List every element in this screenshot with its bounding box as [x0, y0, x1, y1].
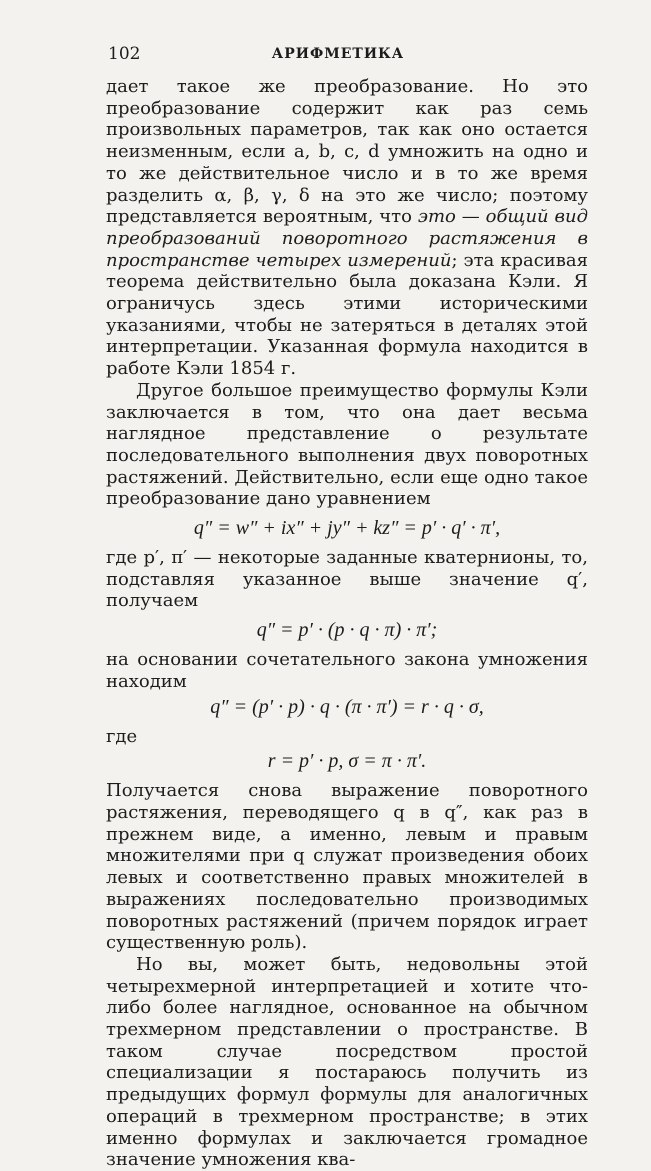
paragraph-3: где p′, π′ — некоторые заданные кватернионы, то, подставляя указанное выше значение q′, получаем — [106, 547, 588, 612]
equation-4: r = p′ · p, σ = π · π′. — [267, 750, 427, 773]
paragraph-1 — [106, 76, 588, 380]
paragraph-7: Но вы, может быть, недовольны этой четырехмерной интерпретацией и хотите что-либо более наглядное, основанное на обычном трехмерном представлении о пространстве. В таком случае посредством простой специализации я постараюсь получить из предыдущих формул формулы для аналогичных операций в трехмерном пространстве; в этих именно формулах и заключается громадное значение умножения ква- — [106, 953, 588, 1171]
equation-3: q″ = (p′ · p) · q · (π · π′) = r · q · σ, — [210, 695, 484, 718]
paragraph-1-emphasis: это — общий вид преобразований поворотного растяжения в пространстве четырех измерений — [106, 206, 588, 271]
page-body — [106, 76, 588, 1171]
page-header — [108, 44, 568, 66]
paragraph-5: где — [106, 725, 138, 747]
equation-1: q″ = w″ + ix″ + jy″ + kz″ = p′ · q′ · π′, — [193, 517, 501, 540]
page-number: 102 — [108, 44, 141, 64]
paragraph-6: Получается снова выражение поворотного растяжения, переводящего q в q″, как раз в прежнем виде, а именно, левым и правым множителями при q служат произведения обоих левых и соответственно правых множителей в выражениях последовательно производимых поворотных растяжений (причем порядок играет существенную роль). — [106, 780, 588, 954]
running-head: АРИФМЕТИКА — [271, 46, 405, 62]
paragraph-2: Другое большое преимущество формулы Кэли заключается в том, что она дает весьма наглядное представление о результате последовательного выполнения двух поворотных растяжений. Действительно, если еще одно такое преобразование дано уравнением — [106, 379, 588, 510]
paragraph-4: на основании сочетательного закона умножения находим — [106, 649, 588, 692]
equation-2: q″ = p′ · (p · q · π) · π′; — [256, 619, 438, 642]
paragraph-1-text-b: ; эта красивая теорема действительно была доказана Кэли. Я ограничусь здесь этими историческими указаниями, чтобы не затеряться в деталях этой интерпретации. Указанная формула находится в работе Кэли 1854 г. — [106, 249, 588, 380]
paragraph-1-text-a: дает такое же преобразование. Но это преобразование содержит как раз семь произвольных параметров, так как оно остается неизменным, если a, b, c, d умножить на одно и то же действительное число и в то же время разделить α, β, γ, δ на это же число; поэтому представляется вероятным, что — [106, 76, 588, 228]
